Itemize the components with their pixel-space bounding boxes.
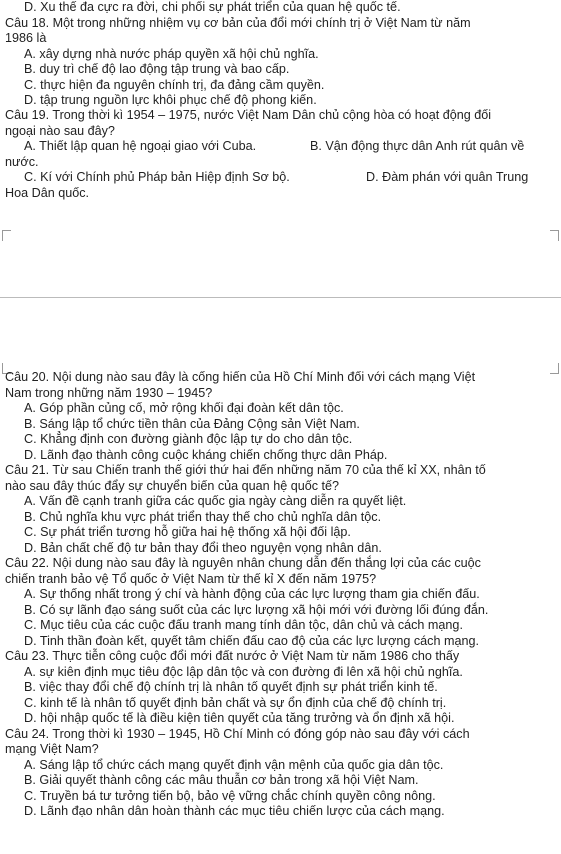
blank-ad-area: [0, 224, 561, 378]
q19-option-b[interactable]: B. Vận động thực dân Anh rút quân về: [310, 139, 525, 153]
q22-stem-line2: chiến tranh bảo vệ Tổ quốc ở Việt Nam từ thế kỉ X đến năm 1975?: [5, 572, 377, 586]
q22-stem-line1: Câu 22. Nội dung nào sau đây là nguyên nhân chung dẫn đến thắng lợi của các cuộc: [5, 556, 481, 570]
q19-stem-line2: ngoại nào sau đây?: [5, 124, 115, 138]
q20-option-d[interactable]: D. Lãnh đạo thành công cuộc kháng chiến chống thực dân Pháp.: [24, 448, 388, 462]
q19-option-b-cont: nước.: [5, 155, 39, 169]
q18-stem-line2: 1986 là: [5, 31, 47, 45]
q20-option-b[interactable]: B. Sáng lập tổ chức tiền thân của Đảng Cộng sản Việt Nam.: [24, 417, 360, 431]
q24-option-b[interactable]: B. Giải quyết thành công các mâu thuẫn cơ bản trong xã hội Việt Nam.: [24, 773, 419, 787]
q19-option-d[interactable]: D. Đàm phán với quân Trung: [366, 170, 529, 184]
q18-option-b[interactable]: B. duy trì chế độ lao động tập trung và bao cấp.: [24, 62, 290, 76]
corner-mark-top-left: [2, 230, 11, 241]
q19-option-a[interactable]: A. Thiết lập quan hệ ngoại giao với Cuba.: [24, 139, 257, 153]
q18-stem-line1: Câu 18. Một trong những nhiệm vụ cơ bản của đổi mới chính trị ở Việt Nam từ năm: [5, 16, 471, 30]
q22-option-b[interactable]: B. Có sự lãnh đạo sáng suốt của các lực lượng xã hội mới với đường lối đúng đắn.: [24, 603, 489, 617]
q22-option-d[interactable]: D. Tinh thần đoàn kết, quyết tâm chiến đấu cao độ của các lực lượng cách mạng.: [24, 634, 479, 648]
q24-option-a[interactable]: A. Sáng lập tổ chức cách mạng quyết định vận mệnh của quốc gia dân tộc.: [24, 758, 444, 772]
q20-stem-line2: Nam trong những năm 1930 – 1945?: [5, 386, 213, 400]
q21-option-b[interactable]: B. Chủ nghĩa khu vực phát triển thay thế cho chủ nghĩa dân tộc.: [24, 510, 382, 524]
q21-option-c[interactable]: C. Sự phát triển tương hỗ giữa hai hệ thống xã hội đối lập.: [24, 525, 351, 539]
q19-option-c[interactable]: C. Kí với Chính phủ Pháp bản Hiệp định Sơ bộ.: [24, 170, 290, 184]
q18-option-d[interactable]: D. tập trung nguồn lực khôi phục chế độ phong kiến.: [24, 93, 317, 107]
q17-option-d[interactable]: D. Xu thế đa cực ra đời, chi phối sự phát triển của quan hệ quốc tế.: [24, 0, 401, 14]
q24-option-c[interactable]: C. Truyền bá tư tưởng tiến bộ, bảo vệ vững chắc chính quyền công nông.: [24, 789, 436, 803]
q21-option-d[interactable]: D. Bản chất chế độ tư bản thay đổi theo nguyện vọng nhân dân.: [24, 541, 382, 555]
q20-option-c[interactable]: C. Khẳng định con đường giành độc lập tự do cho dân tộc.: [24, 432, 353, 446]
q24-stem-line1: Câu 24. Trong thời kì 1930 – 1945, Hồ Chí Minh có đóng góp nào sau đây với cách: [5, 727, 470, 741]
q21-option-a[interactable]: A. Vấn đề cạnh tranh giữa các quốc gia ngày càng diễn ra quyết liệt.: [24, 494, 407, 508]
q22-option-a[interactable]: A. Sự thống nhất trong ý chí và hành động của các lực lượng tham gia chiến đấu.: [24, 587, 480, 601]
corner-mark-top-right: [550, 230, 559, 241]
q23-option-d[interactable]: D. hội nhập quốc tế là điều kiện tiên quyết của tăng trưởng và ổn định xã hội.: [24, 711, 455, 725]
q23-option-a[interactable]: A. sự kiên định mục tiêu độc lập dân tộc và con đường đi lên xã hội chủ nghĩa.: [24, 665, 463, 679]
q24-option-d[interactable]: D. Lãnh đạo nhân dân hoàn thành các mục tiêu chiến lược của cách mạng.: [24, 804, 445, 818]
q22-option-c[interactable]: C. Mục tiêu của các cuộc đấu tranh mang tính dân tộc, dân chủ và cách mạng.: [24, 618, 463, 632]
q23-option-b[interactable]: B. việc thay đổi chế độ chính trị là nhân tố quyết định sự phát triển kinh tế.: [24, 680, 438, 694]
q18-option-a[interactable]: A. xây dựng nhà nước pháp quyền xã hội chủ nghĩa.: [24, 47, 319, 61]
q23-stem-line1: Câu 23. Thực tiễn công cuộc đổi mới đất nước ở Việt Nam từ năm 1986 cho thấy: [5, 649, 460, 663]
q20-option-a[interactable]: A. Góp phần củng cố, mở rộng khối đại đoàn kết dân tộc.: [24, 401, 344, 415]
q19-option-d-cont: Hoa Dân quốc.: [5, 186, 90, 200]
q21-stem-line2: nào sau đây thúc đẩy sự chuyển biến của quan hệ quốc tế?: [5, 479, 340, 493]
q23-option-c[interactable]: C. kinh tế là nhân tố quyết định bản chất và sự ổn định của chế độ chính trị.: [24, 696, 447, 710]
q19-stem-line1: Câu 19. Trong thời kì 1954 – 1975, nước Việt Nam Dân chủ cộng hòa có hoạt động đối: [5, 108, 492, 122]
corner-mark-bottom-right: [550, 363, 559, 374]
q24-stem-line2: mạng Việt Nam?: [5, 742, 99, 756]
q18-option-c[interactable]: C. thực hiện đa nguyên chính trị, đa đảng cầm quyền.: [24, 78, 325, 92]
q20-stem-line1: Câu 20. Nội dung nào sau đây là cống hiến của Hồ Chí Minh đối với cách mạng Việt: [5, 370, 476, 384]
q21-stem-line1: Câu 21. Từ sau Chiến tranh thế giới thứ hai đến những năm 70 của thế kỉ XX, nhân tố: [5, 463, 486, 477]
divider-line: [0, 297, 561, 298]
